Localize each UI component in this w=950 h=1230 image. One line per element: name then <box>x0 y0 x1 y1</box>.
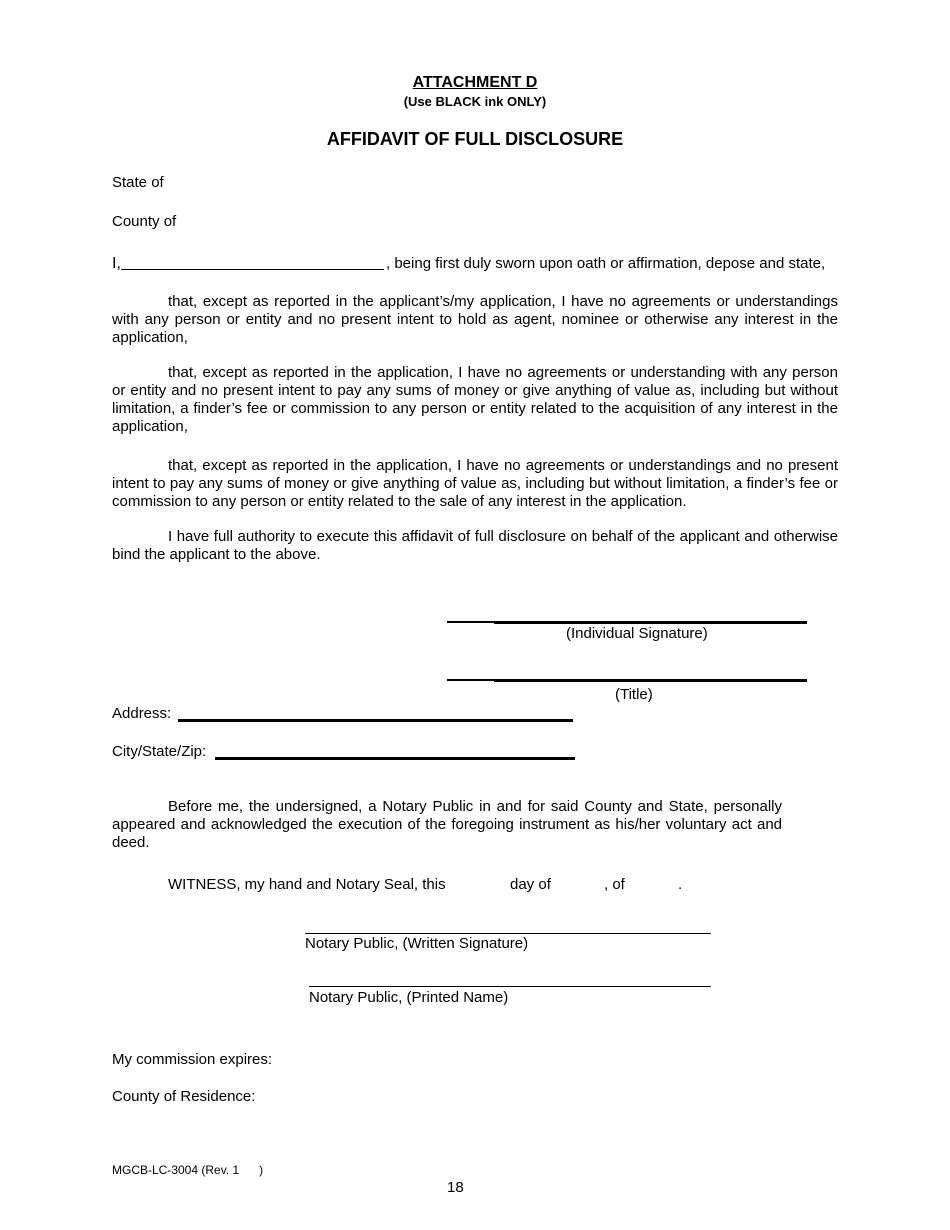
witness-text: WITNESS, my hand and Notary Seal, this <box>168 876 446 893</box>
of-text: , of <box>604 876 625 893</box>
county-of-residence-label: County of Residence: <box>112 1088 256 1105</box>
notary-printed-name-label: Notary Public, (Printed Name) <box>309 989 509 1006</box>
title-label: (Title) <box>615 686 653 703</box>
individual-signature-label: (Individual Signature) <box>566 625 708 642</box>
notary-printed-name-line[interactable] <box>309 986 711 987</box>
paragraph-authority: I have full authority to execute this affidavit of full disclosure on behalf of the applicant and otherwise bind the applicant to the above. <box>112 528 838 563</box>
day-of-text: day of <box>510 876 551 893</box>
commission-expires-label: My commission expires: <box>112 1051 273 1068</box>
document-title: AFFIDAVIT OF FULL DISCLOSURE <box>326 129 624 149</box>
county-of-label: County of <box>112 213 177 230</box>
address-line[interactable] <box>178 719 573 722</box>
city-state-zip-label: City/State/Zip: <box>112 743 207 760</box>
oath-prefix: I, <box>112 255 121 272</box>
notary-written-signature-label: Notary Public, (Written Signature) <box>305 935 529 952</box>
page-number: 18 <box>447 1179 464 1196</box>
period-text: . <box>678 876 683 893</box>
affiant-name-line[interactable] <box>121 269 384 270</box>
paragraph-agent-interest: that, except as reported in the applicant’s/my application, I have no agreements or understandings with any person or entity and no present intent to hold as agent, nominee or otherwise any interest in the application, <box>112 293 838 346</box>
oath-suffix: , being first duly sworn upon oath or affirmation, depose and state, <box>386 255 826 272</box>
individual-signature-line-bold <box>494 621 807 624</box>
ink-note: (Use BLACK ink ONLY) <box>403 94 547 109</box>
form-number: MGCB-LC-3004 (Rev. 1 ) <box>112 1163 264 1177</box>
title-line-bold <box>494 679 807 682</box>
paragraph-acquisition: that, except as reported in the application, I have no agreements or understanding with any person or entity and no present intent to pay any sums of money or give anything of value as, including but without limitation, a finder’s fee or commission to any person or entity related to the acquisition of any interest in the application, <box>112 364 838 435</box>
attachment-heading: ATTACHMENT D <box>412 74 538 91</box>
paragraph-sale: that, except as reported in the application, I have no agreements or understandings and no present intent to pay any sums of money or give anything of value as, including but without limitation, a finder’s fee or commission to any person or entity related to the sale of any interest in the application. <box>112 457 838 510</box>
notary-statement: Before me, the undersigned, a Notary Public in and for said County and State, personally appeared and acknowledged the execution of the foregoing instrument as his/her voluntary act and deed. <box>112 798 782 851</box>
notary-written-signature-line[interactable] <box>305 933 711 934</box>
address-label: Address: <box>112 705 172 722</box>
state-of-label: State of <box>112 174 164 191</box>
city-state-zip-line[interactable] <box>215 757 575 760</box>
